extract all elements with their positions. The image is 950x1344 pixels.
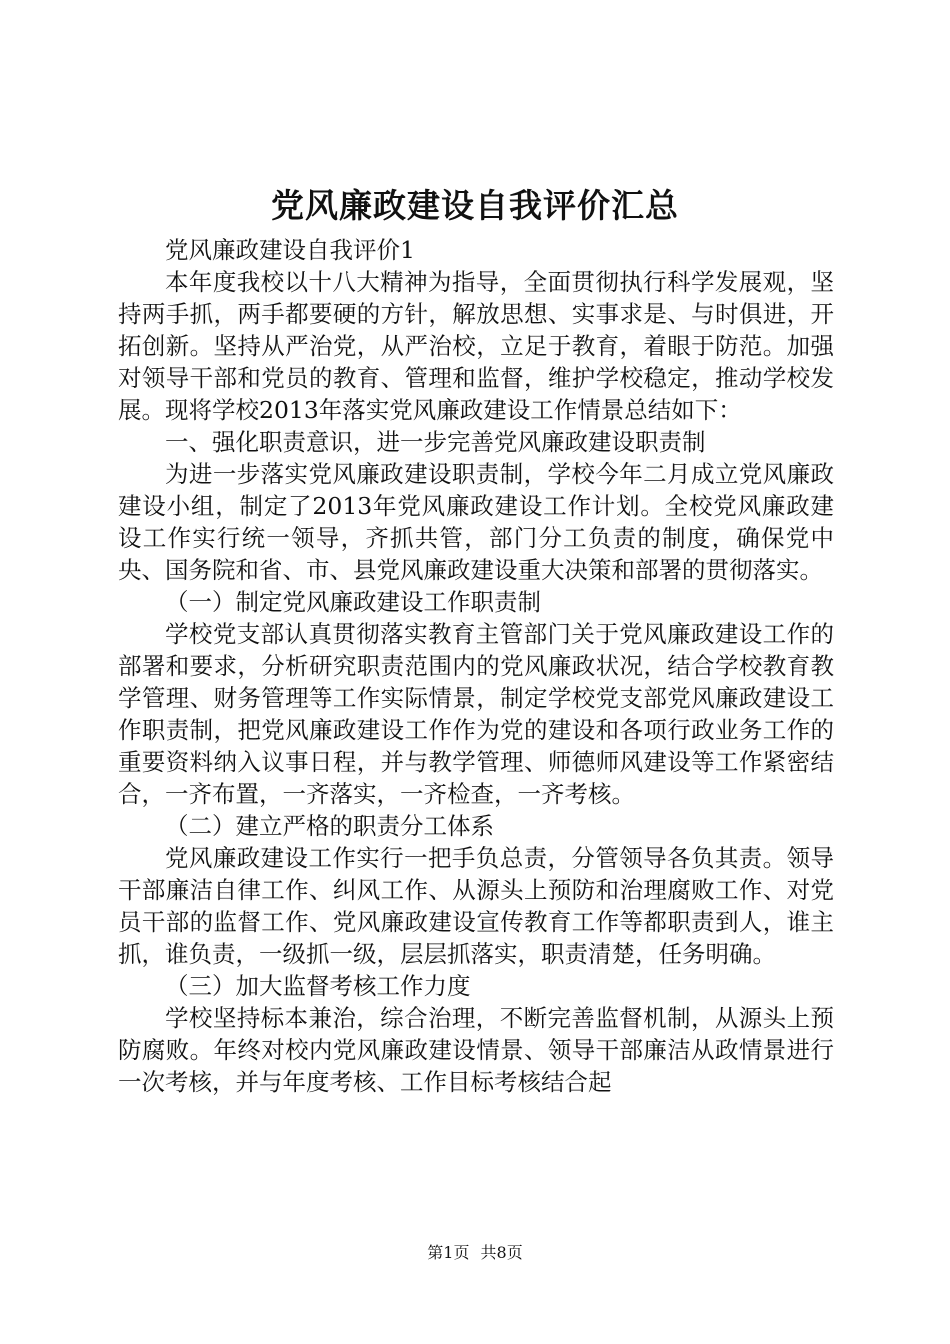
intro-paragraph: 本年度我校以十八大精神为指导，全面贯彻执行科学发展观，坚持两手抓，两手都要硬的方针，解放思想、实事求是、与时俱进，开拓创新。坚持从严治党，从严治校，立足于教育，着眼于防范。加强对领导干部和党员的教育、管理和监督，维护学校稳定，推动学校发展。现将学校2013年落实党风廉政建设工作情景总结如下：	[118, 268, 834, 424]
page-total: 共8页	[480, 1243, 523, 1262]
subsection-heading-3: （三）加大监督考核工作力度	[165, 972, 471, 1000]
subtitle-paragraph: 党风廉政建设自我评价1	[165, 236, 415, 264]
subsection-heading-1: （一）制定党风廉政建设工作职责制	[165, 588, 541, 616]
body-paragraph: 为进一步落实党风廉政建设职责制，学校今年二月成立党风廉政建设小组，制定了2013年党风廉政建设工作计划。全校党风廉政建设工作实行统一领导，齐抓共管，部门分工负责的制度，确保党中央、国务院和省、市、县党风廉政建设重大决策和部署的贯彻落实。	[118, 460, 834, 584]
document-title: 党风廉政建设自我评价汇总	[271, 186, 679, 225]
body-paragraph: 党风廉政建设工作实行一把手负总责，分管领导各负其责。领导干部廉洁自律工作、纠风工作、从源头上预防和治理腐败工作、对党员干部的监督工作、党风廉政建设宣传教育工作等都职责到人，谁主抓，谁负责，一级抓一级，层层抓落实，职责清楚，任务明确。	[118, 844, 834, 968]
document-body	[118, 234, 834, 1098]
body-paragraph: 学校坚持标本兼治，综合治理，不断完善监督机制，从源头上预防腐败。年终对校内党风廉政建设情景、领导干部廉洁从政情景进行一次考核，并与年度考核、工作目标考核结合起	[118, 1004, 834, 1096]
page-footer	[0, 1243, 950, 1263]
page-number: 第1页	[427, 1243, 470, 1262]
section-heading-1: 一、强化职责意识，进一步完善党风廉政建设职责制	[165, 428, 706, 456]
body-paragraph: 学校党支部认真贯彻落实教育主管部门关于党风廉政建设工作的部署和要求，分析研究职责范围内的党风廉政状况，结合学校教育教学管理、财务管理等工作实际情景，制定学校党支部党风廉政建设工作职责制，把党风廉政建设工作作为党的建设和各项行政业务工作的重要资料纳入议事日程，并与教学管理、师德师风建设等工作紧密结合，一齐布置，一齐落实，一齐检查，一齐考核。	[118, 620, 834, 808]
subsection-heading-2: （二）建立严格的职责分工体系	[165, 812, 494, 840]
